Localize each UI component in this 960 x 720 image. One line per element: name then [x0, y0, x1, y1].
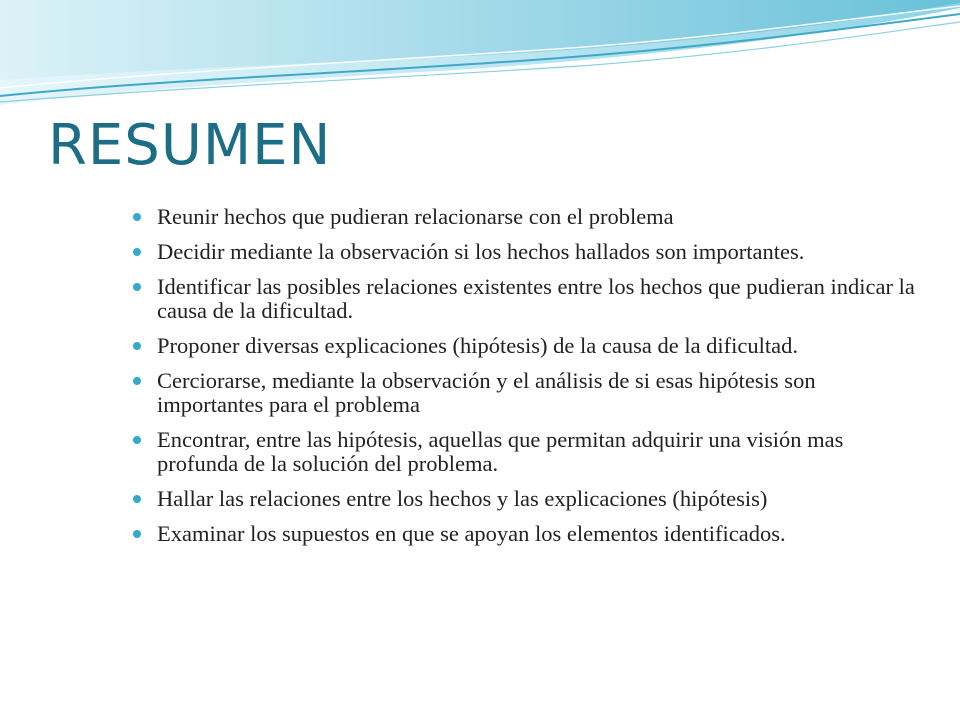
bullet-dot-icon	[133, 377, 141, 385]
bullet-text: Cerciorarse, mediante la observación y el análisis de si esas hipótesis son importantes para el problema	[157, 368, 816, 417]
bullet-dot-icon	[133, 530, 141, 538]
bullet-list	[130, 205, 920, 557]
bullet-item	[130, 522, 920, 546]
bullet-text: Hallar las relaciones entre los hechos y las explicaciones (hipótesis)	[157, 486, 768, 511]
bullet-item	[130, 205, 920, 229]
bullet-dot-icon	[133, 213, 141, 221]
bullet-item	[130, 240, 920, 264]
bullet-text: Examinar los supuestos en que se apoyan los elementos identificados.	[157, 521, 786, 546]
bullet-text: Encontrar, entre las hipótesis, aquellas que permitan adquirir una visión mas profunda de la solución del problema.	[157, 427, 844, 476]
bullet-dot-icon	[133, 495, 141, 503]
bullet-item	[130, 487, 920, 511]
bullet-item	[130, 428, 920, 476]
bullet-dot-icon	[133, 436, 141, 444]
bullet-text: Identificar las posibles relaciones existentes entre los hechos que pudieran indicar la causa de la dificultad.	[157, 274, 915, 323]
bullet-dot-icon	[133, 248, 141, 256]
bullet-text: Decidir mediante la observación si los hechos hallados son importantes.	[157, 239, 805, 264]
bullet-text: Reunir hechos que pudieran relacionarse con el problema	[157, 204, 674, 229]
bullet-dot-icon	[133, 283, 141, 291]
bullet-item	[130, 275, 920, 323]
bullet-dot-icon	[133, 342, 141, 350]
bullet-text: Proponer diversas explicaciones (hipótesis) de la causa de la dificultad.	[157, 333, 799, 358]
bullet-item	[130, 334, 920, 358]
bullet-item	[130, 369, 920, 417]
header-wave-decoration	[0, 0, 960, 115]
slide-title: RESUMEN	[48, 113, 332, 178]
